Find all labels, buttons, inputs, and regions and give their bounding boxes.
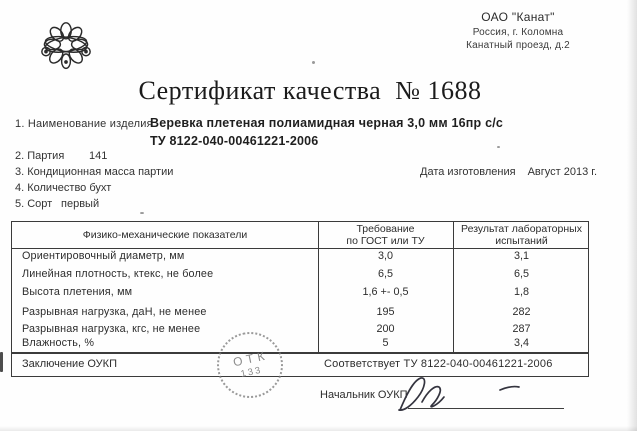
otk-stamp-number: 133 <box>239 364 264 380</box>
scan-artifact <box>0 352 3 372</box>
company-country-city: Россия, г. Коломна <box>472 27 564 38</box>
scan-edge-shadow-bottom <box>0 426 637 431</box>
scan-edge-shadow-right <box>627 0 637 431</box>
company-name: ОАО "Канат" <box>481 10 555 24</box>
coil-count-label: 4. Количество бухт <box>15 182 112 194</box>
test-results-table: Физико-механические показатели Требование по ГОСТ или ТУ Результат лабораторных испытаний Ориентировочный диаметр, мм 3,0 3,1 Линейная плотность, ктекс, не более 6,5 6,5 Высота плетения, мм 1,6 +- 0,5 1,8 Разрывная нагрузка, даН, не менее 195 282 Разрывная нагрузка, кгс, не менее 200 287 Влажность, % 5 3,4 Заключение ОУКП Соответствует ТУ 8122-040-00461221-2006 <box>11 221 589 377</box>
grade-label: 5. Сорт <box>15 198 53 210</box>
batch-label: 2. Партия <box>15 150 65 162</box>
product-tu-value: ТУ 8122-040-00461221-2006 <box>150 134 319 148</box>
qc-chief-label: Начальник ОУКП <box>320 389 408 401</box>
scan-speck <box>140 212 144 214</box>
company-knot-logo-icon <box>26 6 106 86</box>
product-name-label: 1. Наименование изделия <box>15 118 153 130</box>
column-header-requirement: Требование по ГОСТ или ТУ <box>346 223 425 247</box>
manufacture-date-value: Август 2013 г. <box>527 166 598 178</box>
conclusion-value: Соответствует ТУ 8122-040-00461221-2006 <box>324 358 553 370</box>
batch-value: 141 <box>89 150 108 162</box>
table-header-divider <box>12 248 588 249</box>
scan-speck <box>312 61 315 64</box>
grade-value: первый <box>61 198 100 210</box>
manufacture-date-label: Дата изготовления <box>420 166 516 178</box>
table-conclusion-divider <box>12 352 588 354</box>
conclusion-label: Заключение ОУКП <box>22 358 117 370</box>
manufacture-date <box>420 166 597 178</box>
certificate-number: № 1688 <box>395 76 482 105</box>
scan-speck <box>497 146 500 148</box>
product-name-value: Веревка плетеная полиамидная черная 3,0 мм 16пр с/с <box>150 116 504 130</box>
conditioned-mass-label: 3. Кондиционная масса партии <box>15 166 174 178</box>
company-street: Канатный проезд, д.2 <box>466 40 570 51</box>
certificate-title-text: Сертификат качества <box>138 76 382 105</box>
certificate-title <box>0 76 620 106</box>
company-block <box>420 10 616 53</box>
otk-stamp-text: ОТК <box>231 348 270 370</box>
handwritten-signature <box>388 372 548 414</box>
column-header-result: Результат лабораторных испытаний <box>461 223 582 247</box>
column-header-indicators: Физико-механические показатели <box>82 229 248 241</box>
